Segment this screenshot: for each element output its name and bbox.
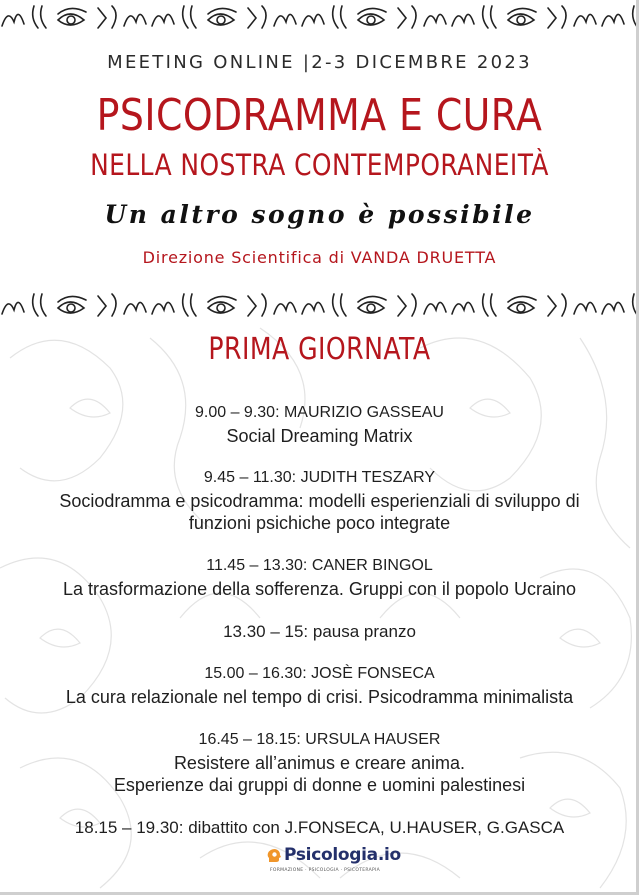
session-time: 15.00 – 16.30: JOSÈ FONSECA bbox=[204, 665, 435, 682]
session-time: 9.00 – 9.30: MAURIZIO GASSEAU bbox=[195, 404, 444, 421]
session-gasseau bbox=[0, 403, 639, 447]
session-lunch-break bbox=[0, 622, 639, 644]
doodle-band-top bbox=[0, 0, 639, 30]
psicologia-logo bbox=[264, 843, 401, 877]
meeting-date-line: MEETING ONLINE |2-3 DICEMBRE 2023 bbox=[107, 52, 532, 73]
session-hauser bbox=[0, 730, 639, 796]
session-description: funzioni psichiche poco integrate bbox=[188, 513, 451, 533]
session-description: Sociodramma e psicodramma: modelli esperienziali di sviluppo di bbox=[59, 491, 580, 511]
page-subtitle: NELLA NOSTRA CONTEMPORANEITÀ bbox=[90, 148, 549, 182]
scientific-direction: Direzione Scientifica di VANDA DRUETTA bbox=[142, 248, 497, 267]
doodle-band-middle bbox=[0, 288, 639, 318]
program-section bbox=[0, 318, 639, 895]
session-debate bbox=[0, 818, 639, 840]
header bbox=[0, 30, 639, 288]
session-time: 18.15 – 19.30: dibattito con J.FONSECA, U.HAUSER, G.GASCA bbox=[74, 818, 565, 837]
session-bingol bbox=[0, 556, 639, 600]
session-description: La trasformazione della sofferenza. Gruppi con il popolo Ucraino bbox=[63, 579, 576, 599]
session-time: 16.45 – 18.15: URSULA HAUSER bbox=[198, 731, 441, 748]
logo-name: Psicologia.io bbox=[284, 845, 401, 865]
session-description: Esperienze dai gruppi di donne e uomini palestinesi bbox=[113, 775, 526, 795]
session-time: 11.45 – 13.30: CANER BINGOL bbox=[206, 557, 433, 574]
session-time: 9.45 – 11.30: JUDITH TESZARY bbox=[203, 469, 436, 486]
tagline: Un altro sogno è possibile bbox=[104, 200, 535, 229]
session-fonseca bbox=[0, 664, 639, 708]
day-title: PRIMA GIORNATA bbox=[208, 332, 431, 367]
session-time: 13.30 – 15: pausa pranzo bbox=[223, 622, 416, 641]
session-description: Resistere all’animus e creare anima. bbox=[173, 753, 466, 773]
logo-tagline: FORMAZIONE · PSICOLOGIA · PSICOTERAPIA bbox=[270, 868, 381, 873]
head-silhouette-icon bbox=[266, 848, 282, 864]
session-description: Social Dreaming Matrix bbox=[226, 426, 413, 446]
session-description: La cura relazionale nel tempo di crisi. Psicodramma minimalista bbox=[65, 687, 574, 707]
page-title: PSICODRAMMA E CURA bbox=[96, 90, 543, 141]
session-teszary bbox=[0, 468, 639, 534]
